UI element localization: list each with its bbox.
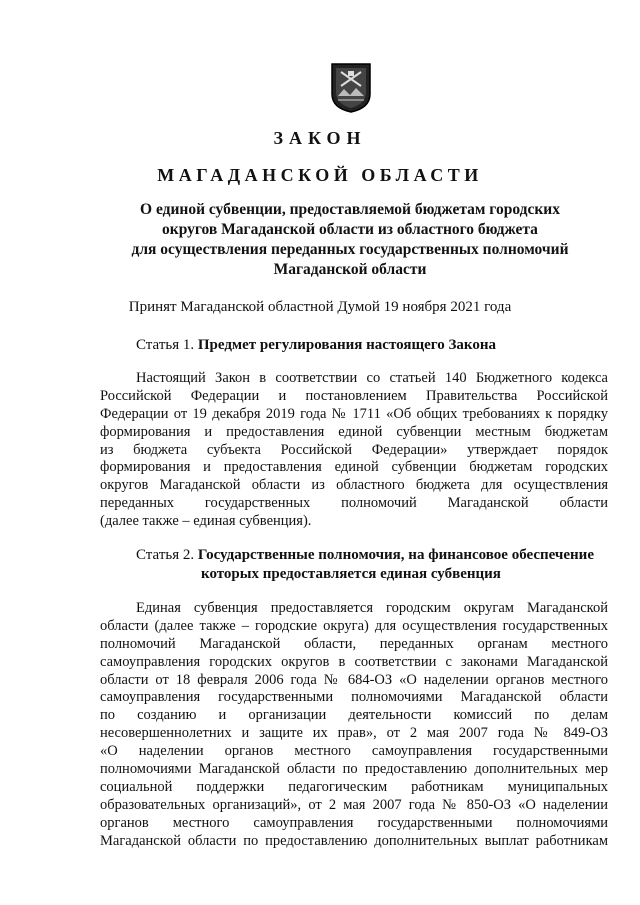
text-line: округов Магаданской области из областного бюджета для осуществления bbox=[100, 477, 608, 494]
article-title: Государственные полномочия, на финансовое обеспечение bbox=[197, 547, 594, 563]
article-title-continued: которых предоставляется единая субвенция bbox=[201, 566, 501, 582]
text-line: (далее также – единая субвенция). bbox=[100, 513, 312, 530]
coat-of-arms-icon bbox=[330, 62, 372, 114]
text-line: области от 18 февраля 2006 года № 684-ОЗ «О наделении органов местного bbox=[100, 671, 608, 688]
text-line: Российской Федерации и постановлением Правительства Российской bbox=[100, 387, 608, 404]
text-line: Единая субвенция предоставляется городским округам Магаданской bbox=[136, 600, 608, 616]
text-line: социальной поддержки педагогическим работникам муниципальных bbox=[100, 778, 608, 795]
subject-line: для осуществления переданных государственных полномочий bbox=[131, 241, 569, 258]
document-type-title: ЗАКОН bbox=[273, 128, 367, 148]
text-line: формирования и предоставления единой субвенции бюджетам городских bbox=[100, 459, 608, 476]
text-line: переданных государственных полномочий Магаданской области bbox=[100, 495, 608, 512]
text-line: образовательных организаций», от 2 мая 2007 года № 850-ОЗ «О наделении bbox=[100, 796, 608, 813]
article-1-heading bbox=[136, 336, 640, 355]
text-line: из бюджета субъекта Российской Федерации» утверждает порядок bbox=[100, 441, 608, 458]
region-title: МАГАДАНСКОЙ ОБЛАСТИ bbox=[157, 165, 483, 185]
text-line: самоуправления государственными полномочиями Магаданской области bbox=[100, 689, 608, 706]
article-label: Статья 2. bbox=[136, 547, 195, 563]
article-title: Предмет регулирования настоящего Закона bbox=[197, 337, 496, 353]
text-line: «О наделении органов местного самоуправления государственными bbox=[100, 743, 608, 760]
text-line: Магаданской области по предоставлению дополнительных выплат работникам bbox=[100, 832, 608, 849]
subject-line: О единой субвенции, предоставляемой бюджетам городских bbox=[140, 201, 560, 218]
subject-line: Магаданской области bbox=[273, 261, 427, 278]
text-line: по созданию и организации деятельности комиссий по делам bbox=[100, 707, 608, 724]
text-line: органов местного самоуправления государственными полномочиями bbox=[100, 814, 608, 831]
article-2-heading bbox=[136, 546, 640, 584]
text-line: полномочиями Магаданской области по предоставлению дополнительных мер bbox=[100, 761, 608, 778]
article-1-text bbox=[100, 370, 608, 531]
text-line: самоуправления городских округов в соответствии с законами Магаданской bbox=[100, 653, 608, 670]
law-subject bbox=[60, 200, 640, 280]
subject-line: округов Магаданской области из областного бюджета bbox=[162, 221, 538, 238]
article-label: Статья 1. bbox=[136, 337, 195, 353]
text-line: несовершеннолетних и защите их прав», от 2 мая 2007 года № 849-ОЗ bbox=[100, 725, 608, 742]
article-2-text bbox=[100, 600, 608, 850]
text-line: области (далее также – городские округа) для осуществления государственных bbox=[100, 617, 608, 634]
text-line: полномочий Магаданской области, переданных органам местного bbox=[100, 635, 608, 652]
text-line: Федерации от 19 декабря 2019 года № 1711 «Об общих требованиях к порядку bbox=[100, 405, 608, 422]
text-line: Настоящий Закон в соответствии со статьей 140 Бюджетного кодекса bbox=[136, 370, 608, 386]
text-line: формирования и предоставления единой субвенции местным бюджетам bbox=[100, 423, 608, 440]
adoption-statement: Принят Магаданской областной Думой 19 ноября 2021 года bbox=[128, 299, 512, 315]
